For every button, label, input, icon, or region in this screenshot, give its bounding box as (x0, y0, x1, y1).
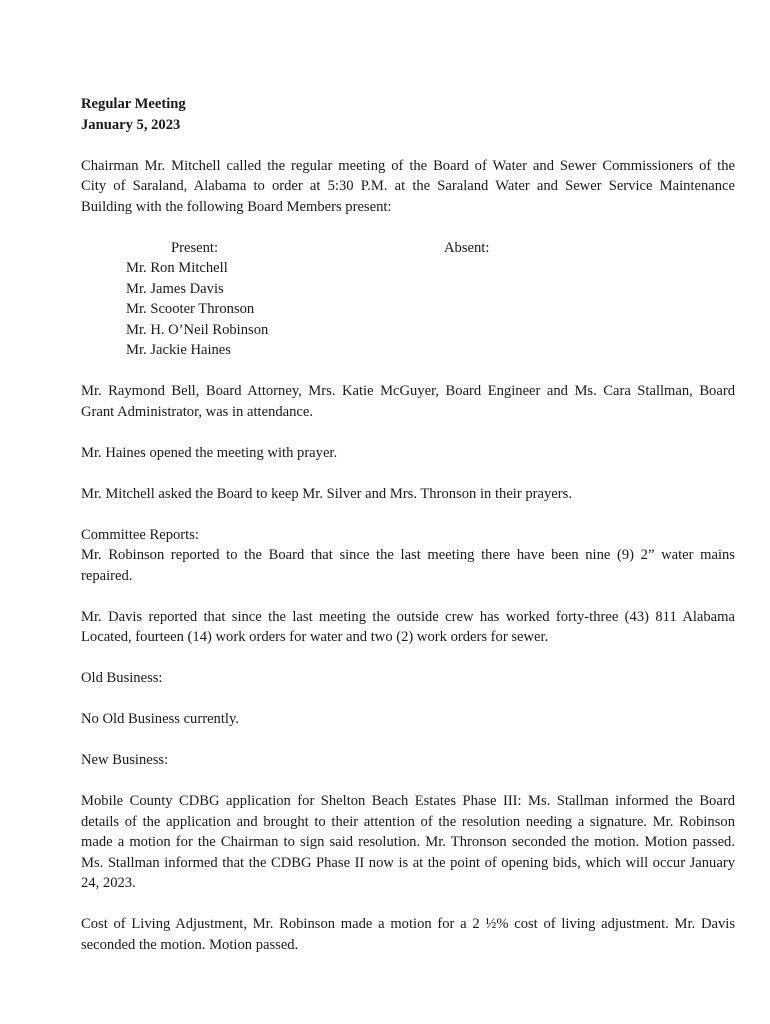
davis-report (81, 607, 735, 648)
paragraph-line: 24, 2023. (81, 875, 136, 891)
meeting-date: January 5, 2023 (81, 116, 181, 133)
meeting-title: Regular Meeting (81, 96, 186, 112)
robinson-report (81, 545, 735, 586)
paragraph-line: Mr. Raymond Bell, Board Attorney, Mrs. Katie McGuyer, Board Engineer and Ms. Cara Stallman, Board (81, 383, 735, 399)
present-label: Present: (171, 239, 219, 256)
paragraph-line: Chairman Mr. Mitchell called the regular meeting of the Board of Water and Sewer Commissioners of the (81, 157, 735, 174)
attendance-block (81, 238, 735, 361)
present-member: Mr. James Davis (126, 280, 224, 297)
paragraph-line: Located, fourteen (14) work orders for water and two (2) work orders for sewer. (81, 629, 549, 645)
attendees-paragraph (81, 381, 735, 422)
committee-heading: Committee Reports: (81, 526, 199, 543)
paragraph-line: Mr. Robinson reported to the Board that since the last meeting there have been nine (9) 2” water mains (81, 547, 735, 563)
new-business-heading: New Business: (81, 752, 169, 768)
prayer-paragraph: Mr. Haines opened the meeting with prayer. (81, 444, 338, 461)
present-member: Mr. Jackie Haines (126, 342, 231, 358)
attendance-header (81, 238, 735, 259)
paragraph-line: City of Saraland, Alabama to order at 5:30 P.M. at the Saraland Water and Sewer Service Maintenance (81, 178, 735, 194)
present-member: Mr. Scooter Thronson (126, 301, 255, 317)
cola-paragraph (81, 914, 735, 955)
present-member: Mr. Ron Mitchell (126, 260, 228, 276)
paragraph-line: Mr. Davis reported that since the last meeting the outside crew has worked forty-three (43) 811 Alabama (81, 608, 735, 625)
old-business-text: No Old Business currently. (81, 711, 239, 727)
paragraph-line: Cost of Living Adjustment, Mr. Robinson made a motion for a 2 ½% cost of living adjustment. Mr. Davis (81, 916, 735, 932)
old-business-heading: Old Business: (81, 670, 163, 686)
intro-paragraph (81, 156, 735, 218)
paragraph-line: Grant Administrator, was in attendance. (81, 403, 314, 420)
paragraph-line: Ms. Stallman informed that the CDBG Phase II now is at the point of opening bids, which will occur January (81, 854, 735, 871)
absent-label: Absent: (444, 239, 490, 256)
paragraph-line: seconded the motion. Motion passed. (81, 936, 299, 953)
paragraph-line: Building with the following Board Members present: (81, 198, 392, 215)
present-member: Mr. H. O’Neil Robinson (126, 321, 269, 338)
minutes-page (81, 94, 735, 955)
paragraph-line: Mobile County CDBG application for Shelton Beach Estates Phase III: Ms. Stallman informed the Board (81, 793, 735, 809)
paragraph-line: made a motion for the Chairman to sign said resolution. Mr. Thronson seconded the motion. Motion passed. (81, 834, 735, 850)
cdbg-paragraph (81, 791, 735, 894)
prayers-request-paragraph: Mr. Mitchell asked the Board to keep Mr. Silver and Mrs. Thronson in their prayers. (81, 485, 572, 502)
paragraph-line: details of the application and brought to their attention of the resolution needing a signature. Mr. Robinson (81, 813, 735, 830)
paragraph-line: repaired. (81, 567, 133, 584)
